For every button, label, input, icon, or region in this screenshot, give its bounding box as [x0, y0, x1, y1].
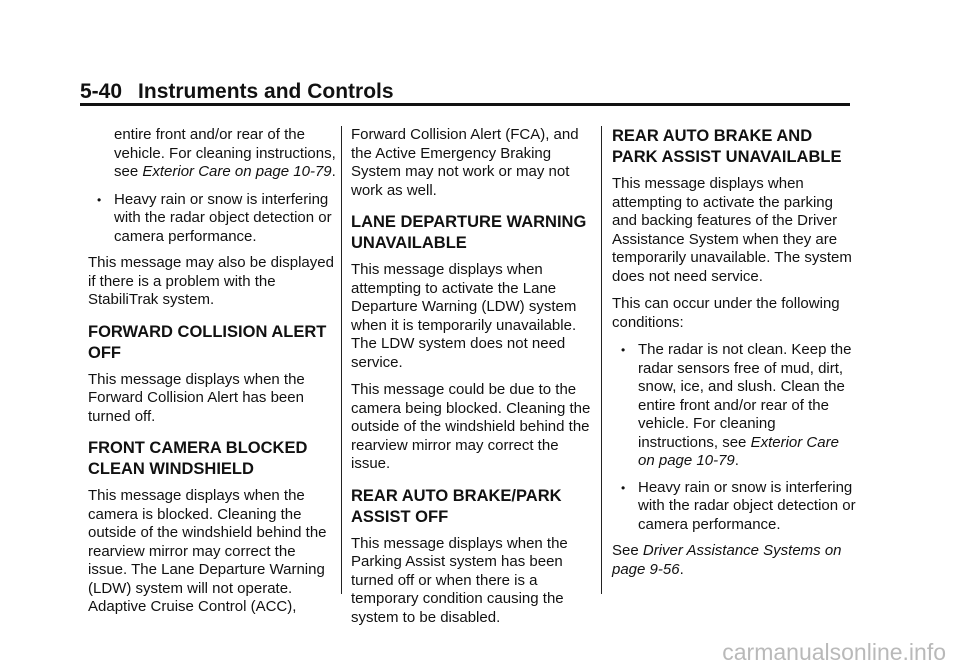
- paragraph: This message displays when the Forward Collision Alert has been turned off.: [88, 370, 305, 425]
- bullet-icon: •: [621, 343, 626, 357]
- paragraph: See Driver Assistance Systems on page 9-56.: [612, 542, 842, 578]
- continued-text: entire front and/or rear of the vehicle. For cleaning instructions, see Exterior Care on page 10-79.: [114, 126, 336, 180]
- section-heading: FRONT CAMERA BLOCKED CLEAN WINDSHIELD: [88, 439, 308, 478]
- paragraph: This message could be due to the camera being blocked. Cleaning the outside of the windshield behind the rearview mirror may correct the issue.: [351, 381, 591, 472]
- list-item: • Heavy rain or snow is interfering with the radar object detection or camera performance.: [97, 190, 332, 245]
- paragraph: This message displays when the camera is blocked. Cleaning the outside of the windshield behind the rearview mirror may correct the issue. The Lane Departure Warning (LDW) system will not operate. Adaptive Cruise Control (ACC),: [88, 487, 327, 615]
- column-2: [351, 126, 591, 636]
- paragraph: This can occur under the following conditions:: [612, 295, 840, 331]
- watermark: carmanualsonline.info: [722, 639, 946, 665]
- list-item: • The radar is not clean. Keep the radar sensors free of mud, dirt, snow, ice, and slush. Clean the entire front and/or rear of the vehicle. For cleaning instructions, see Exterior Care on page 10-79.: [621, 341, 852, 469]
- section-heading: FORWARD COLLISION ALERT OFF: [88, 322, 327, 362]
- section-heading: REAR AUTO BRAKE/PARK ASSIST OFF: [351, 486, 562, 526]
- paragraph: This message displays when attempting to activate the Lane Departure Warning (LDW) system when it is temporarily unavailable. The LDW system does not need service.: [351, 261, 577, 371]
- column-divider: [601, 126, 602, 594]
- section-heading: REAR AUTO BRAKE AND PARK ASSIST UNAVAILABLE: [612, 127, 842, 166]
- list-item: • Heavy rain or snow is interfering with the radar object detection or camera performance.: [621, 478, 856, 533]
- header-rule: [80, 103, 850, 106]
- column-1: [88, 126, 338, 626]
- section-title: Instruments and Controls: [138, 80, 394, 103]
- bullet-icon: •: [97, 192, 102, 207]
- section-heading: LANE DEPARTURE WARNING UNAVAILABLE: [351, 213, 587, 252]
- cross-reference-link[interactable]: Exterior Care on page 10-79: [142, 163, 332, 180]
- paragraph: This message displays when attempting to activate the parking and backing features of the Driver Assistance System when they are temporarily unavailable. The system does not need service.: [612, 175, 852, 285]
- column-3: [612, 126, 857, 588]
- paragraph: This message displays when the Parking Assist system has been turned off or when there is a temporary condition causing the system to be disabled.: [351, 534, 568, 626]
- column-divider: [341, 126, 342, 594]
- paragraph: Forward Collision Alert (FCA), and the Active Emergency Braking System may not work or may not work as well.: [351, 126, 579, 199]
- paragraph: This message may also be displayed if there is a problem with the StabiliTrak system.: [88, 254, 334, 308]
- cross-reference-link[interactable]: Driver Assistance Systems on page 9-56: [612, 542, 842, 578]
- cross-reference-link[interactable]: Exterior Care on page 10-79: [638, 433, 839, 469]
- page-number: 5-40: [80, 80, 123, 103]
- bullet-icon: •: [621, 480, 626, 495]
